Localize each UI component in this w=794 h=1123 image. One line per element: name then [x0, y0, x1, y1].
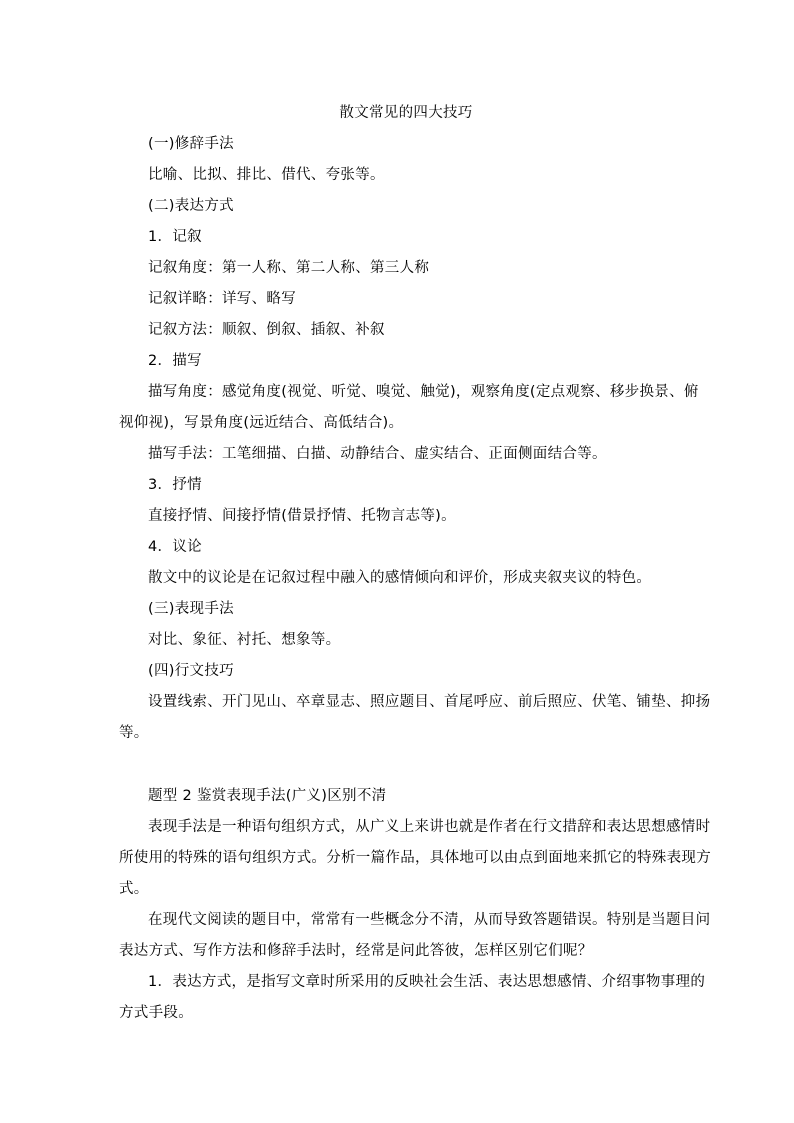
paragraph-line: 方式手段。 — [119, 1005, 193, 1021]
paragraph-line: 散文中的议论是在记叙过程中融入的感情倾向和评价，形成夹叙夹议的特色。 — [148, 570, 652, 586]
section-heading-rhetoric: (一)修辞手法 — [148, 136, 234, 152]
paragraph-line: 所使用的特殊的语句组织方式。分析一篇作品，具体地可以由点到面地来抓它的特殊表现方 — [119, 850, 711, 866]
paragraph-line: 式。 — [119, 881, 149, 897]
paragraph-line: 记叙角度：第一人称、第二人称、第三人称 — [148, 260, 430, 276]
paragraph-line: 描写角度：感觉角度(视觉、听觉、嗅觉、触觉)，观察角度(定点观察、移步换景、俯 — [148, 384, 699, 400]
paragraph-line: 表达方式、写作方法和修辞手法时，经常是问此答彼，怎样区别它们呢？ — [119, 943, 593, 959]
paragraph-line: 记叙详略：详写、略写 — [148, 291, 296, 307]
paragraph-line: 直接抒情、间接抒情(借景抒情、托物言志等)。 — [148, 508, 456, 524]
paragraph-line: 对比、象征、衬托、想象等。 — [148, 632, 341, 648]
question-type-heading: 题型 2 鉴赏表现手法(广义)区别不清 — [148, 788, 387, 804]
subheading-narration: 1．记叙 — [148, 229, 202, 245]
paragraph-line: 设置线索、开门见山、卒章显志、照应题目、首尾呼应、前后照应、伏笔、铺垫、抑扬 — [148, 694, 711, 710]
section-heading-writing: (四)行文技巧 — [148, 663, 234, 679]
section-heading-expression: (二)表达方式 — [148, 198, 234, 214]
subheading-lyric: 3．抒情 — [148, 477, 202, 493]
paragraph-line: 表现手法是一种语句组织方式，从广义上来讲也就是作者在行文措辞和表达思想感情时 — [148, 819, 711, 835]
paragraph-line: 等。 — [119, 725, 149, 741]
paragraph-line: 记叙方法：顺叙、倒叙、插叙、补叙 — [148, 322, 385, 338]
section-heading-techniques: (三)表现手法 — [148, 601, 234, 617]
paragraph-line: 在现代文阅读的题目中，常常有一些概念分不清，从而导致答题错误。特别是当题目问 — [148, 912, 711, 928]
paragraph-line: 视仰视)，写景角度(远近结合、高低结合)。 — [119, 415, 404, 431]
paragraph-line: 比喻、比拟、排比、借代、夸张等。 — [148, 167, 385, 183]
subheading-description: 2．描写 — [148, 353, 202, 369]
paragraph-line: 描写手法：工笔细描、白描、动静结合、虚实结合、正面侧面结合等。 — [148, 446, 607, 462]
page-title: 散文常见的四大技巧 — [339, 105, 473, 121]
paragraph-line: 1．表达方式，是指写文章时所采用的反映社会生活、表达思想感情、介绍事物事理的 — [148, 974, 706, 990]
subheading-argument: 4．议论 — [148, 539, 202, 555]
